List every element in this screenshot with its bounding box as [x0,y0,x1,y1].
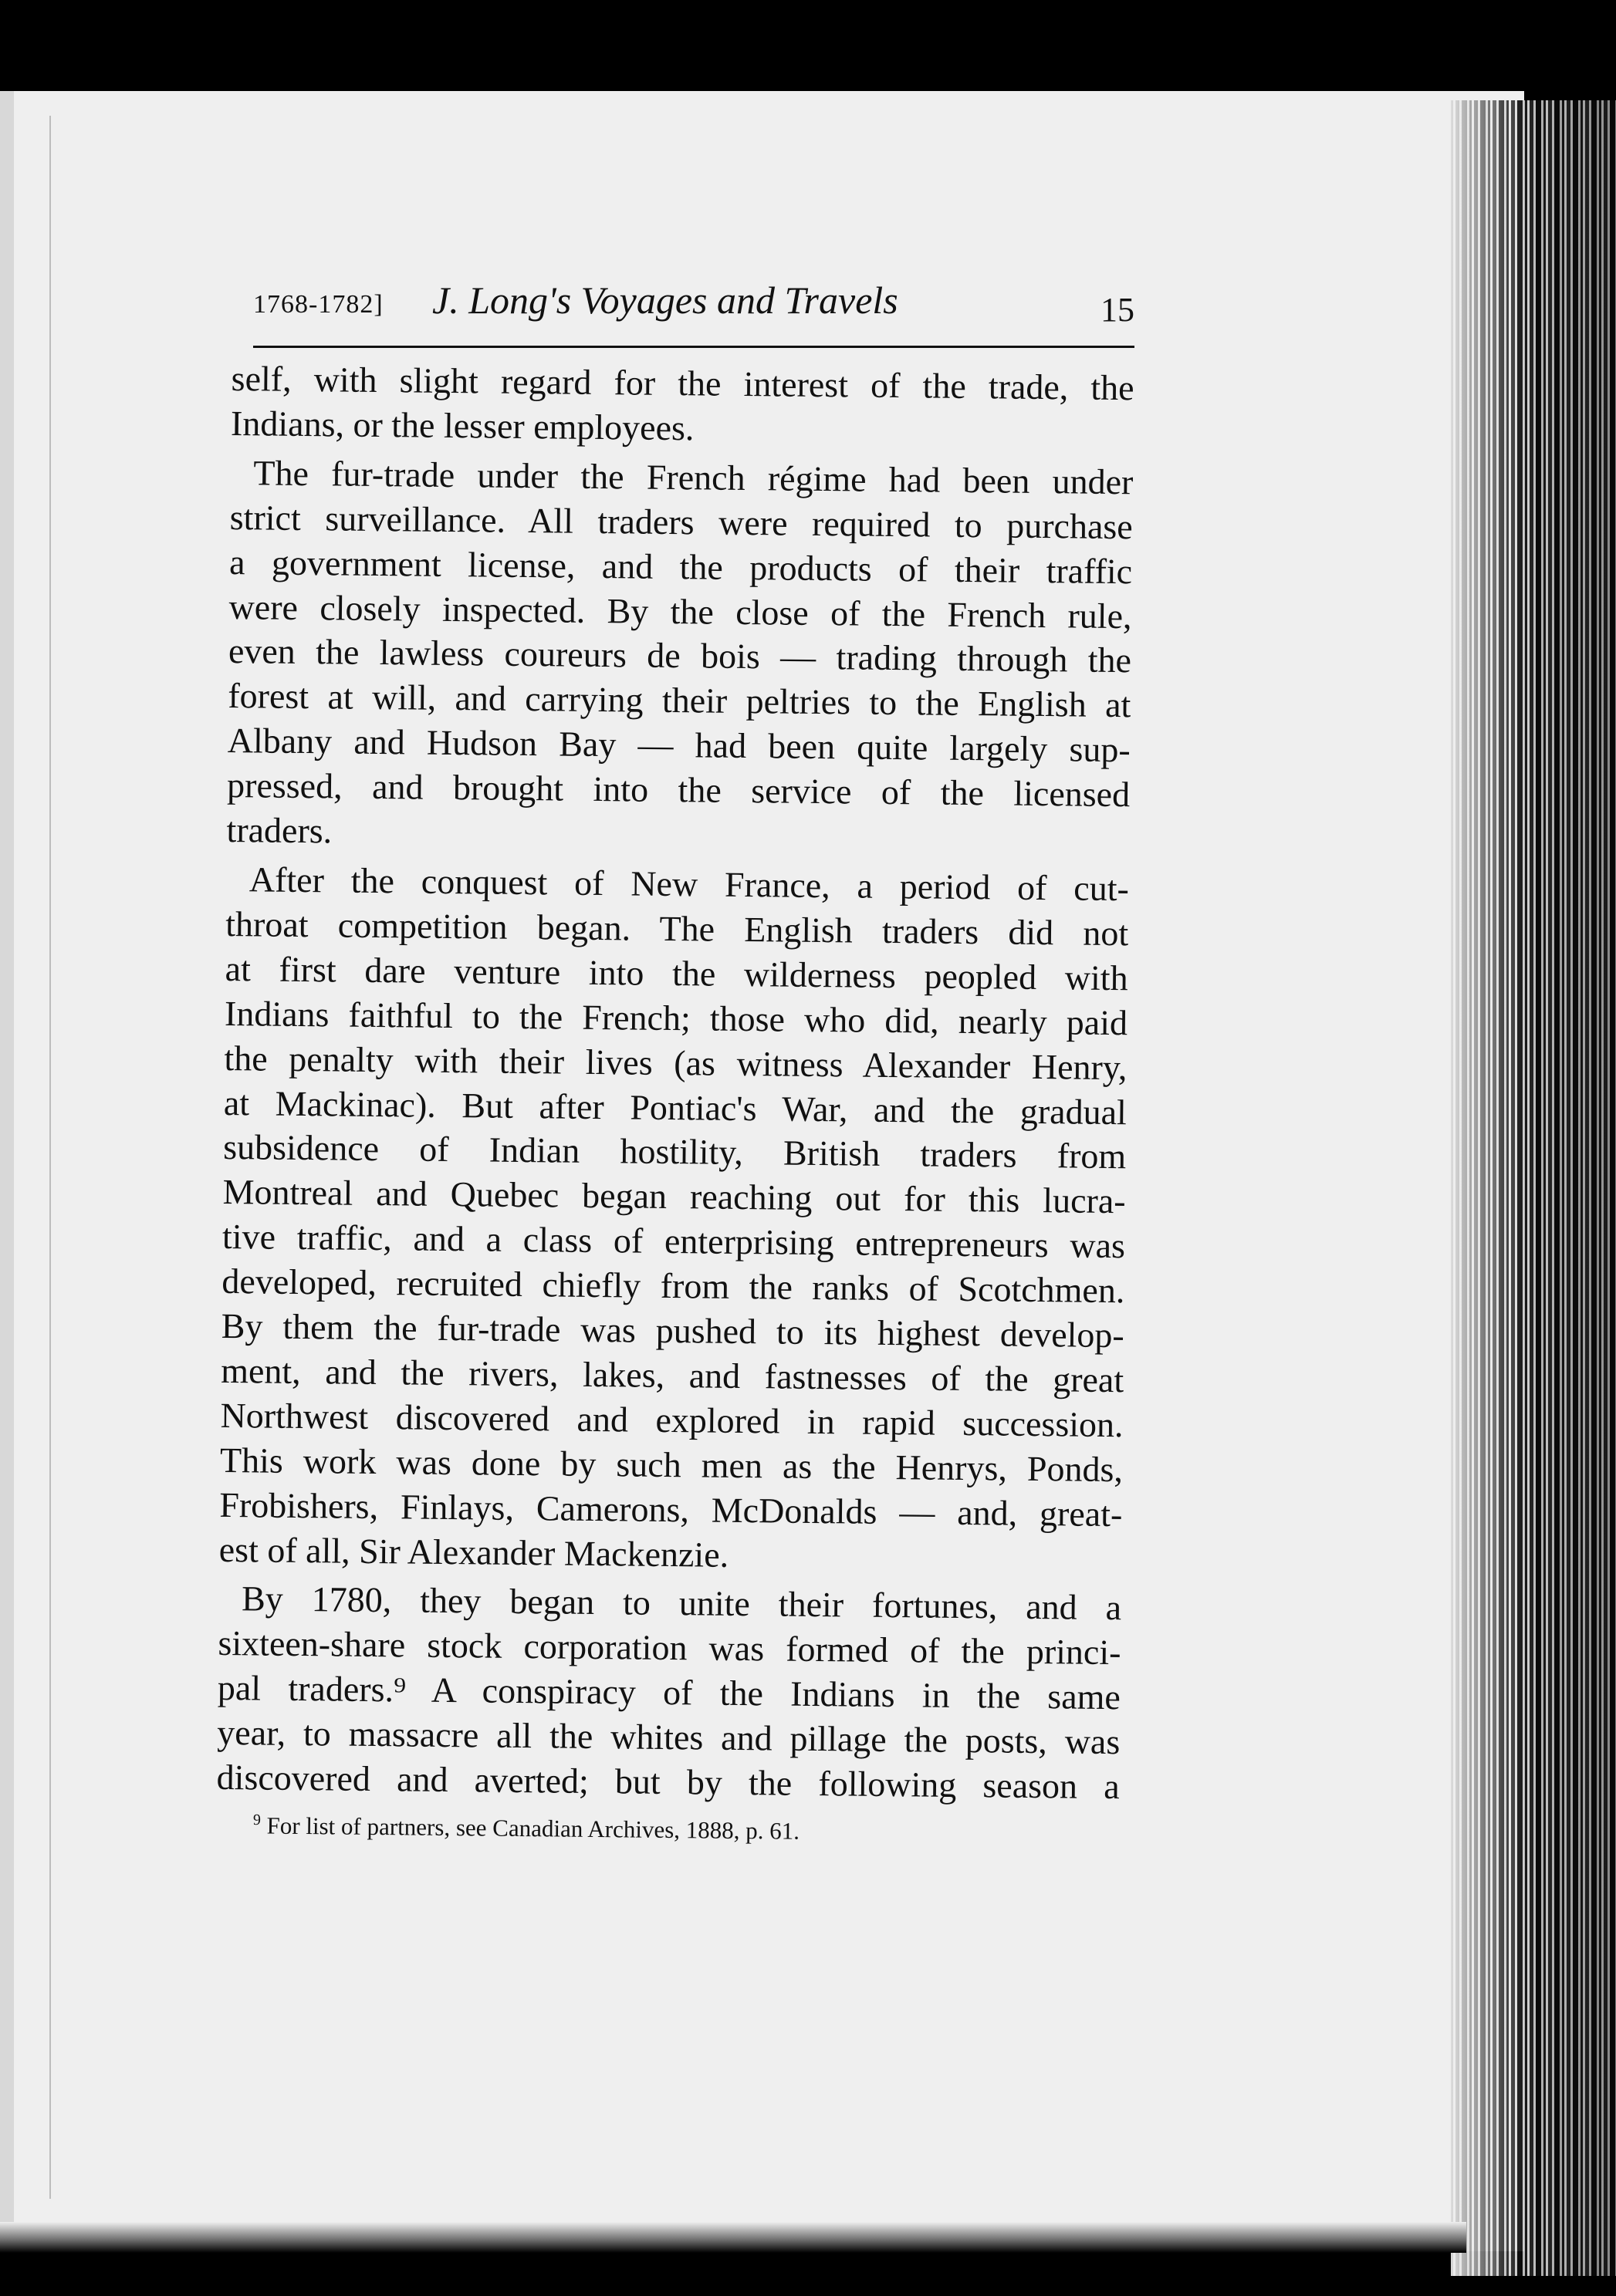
header-title: J. Long's Voyages and Travels [432,279,898,322]
footnote-text: For list of partners, see Canadian Archives, 1888, p. 61. [266,1811,800,1845]
text-line: strict surveillance. All traders were required to purchase [229,497,1134,546]
text-line: Indians, or the lesser employees. [230,403,695,448]
text-line: sixteen-share stock corporation was formed of the princi- [218,1623,1121,1673]
page-number: 15 [1100,291,1134,329]
page-edges-shade [1451,100,1616,2276]
text-line: Albany and Hudson Bay — had been quite largely sup- [227,721,1131,770]
text-line: The fur-trade under the French régime had been under [253,453,1134,502]
text-line: This work was done by such men as the Henrys, Ponds, [219,1440,1124,1489]
text-line: self, with slight regard for the interest of the trade, the [231,358,1134,408]
page-bottom-edge [0,2222,1466,2253]
paragraph [216,1576,1121,1809]
text-line: By 1780, they began to unite their fortunes, and a [241,1578,1122,1628]
text-line: ment, and the rivers, lakes, and fastnesses of the great [220,1350,1124,1400]
text-line: throat competition began. The English traders did not [225,903,1129,954]
text-line: pal traders.⁹ A conspiracy of the Indians in the same [217,1668,1121,1717]
paragraph [226,451,1133,862]
text-line: forest at will, and carrying their peltries to the English at [228,676,1131,725]
text-line: the penalty with their lives (as witness Alexander Henry, [224,1038,1127,1087]
text-line: developed, recruited chiefly from the ranks of Scotchmen. [221,1261,1125,1311]
text-line: were closely inspected. By the close of the French rule, [228,586,1132,636]
header-rule [253,346,1134,348]
text-line: at first dare venture into the wilderness peopled with [225,948,1128,998]
footnote-marker: 9 [252,1811,261,1829]
text-line: Northwest discovered and explored in rapid succession. [220,1395,1124,1445]
text-line: a government license, and the products of their traffic [228,542,1133,591]
text-line: at Mackinac). But after Pontiac's War, and the gradual [223,1082,1127,1132]
text-line: After the conquest of New France, a period of cut- [248,859,1130,909]
text-line: Indians faithful to the French; those who did, nearly paid [224,993,1128,1042]
text-line: By them the fur-trade was pushed to its highest develop- [221,1305,1125,1356]
paragraph [231,356,1134,455]
text-line: year, to massacre all the whites and pillage the posts, was [217,1713,1121,1762]
text-line: tive traffic, and a class of enterprising entrepreneurs was [221,1217,1126,1266]
text-line: Frobishers, Finlays, Camerons, McDonalds — and, great- [219,1484,1123,1534]
text-line: est of all, Sir Alexander Mackenzie. [218,1529,729,1575]
page-gutter-line [49,116,51,2199]
text-line: subsidence of Indian hostility, British traders from [223,1127,1127,1177]
text-line: traders. [226,810,333,851]
text-line: even the lawless coureurs de bois — trading through the [228,631,1132,680]
header-years: 1768-1782] [253,290,384,319]
body-text [216,356,1134,1809]
paragraph [219,857,1130,1582]
text-line: Montreal and Quebec began reaching out for this lucra- [222,1172,1126,1221]
running-header [253,279,1134,333]
text-line: discovered and averted; but by the following season a [216,1757,1120,1807]
text-line: pressed, and brought into the service of the licensed [226,765,1131,815]
